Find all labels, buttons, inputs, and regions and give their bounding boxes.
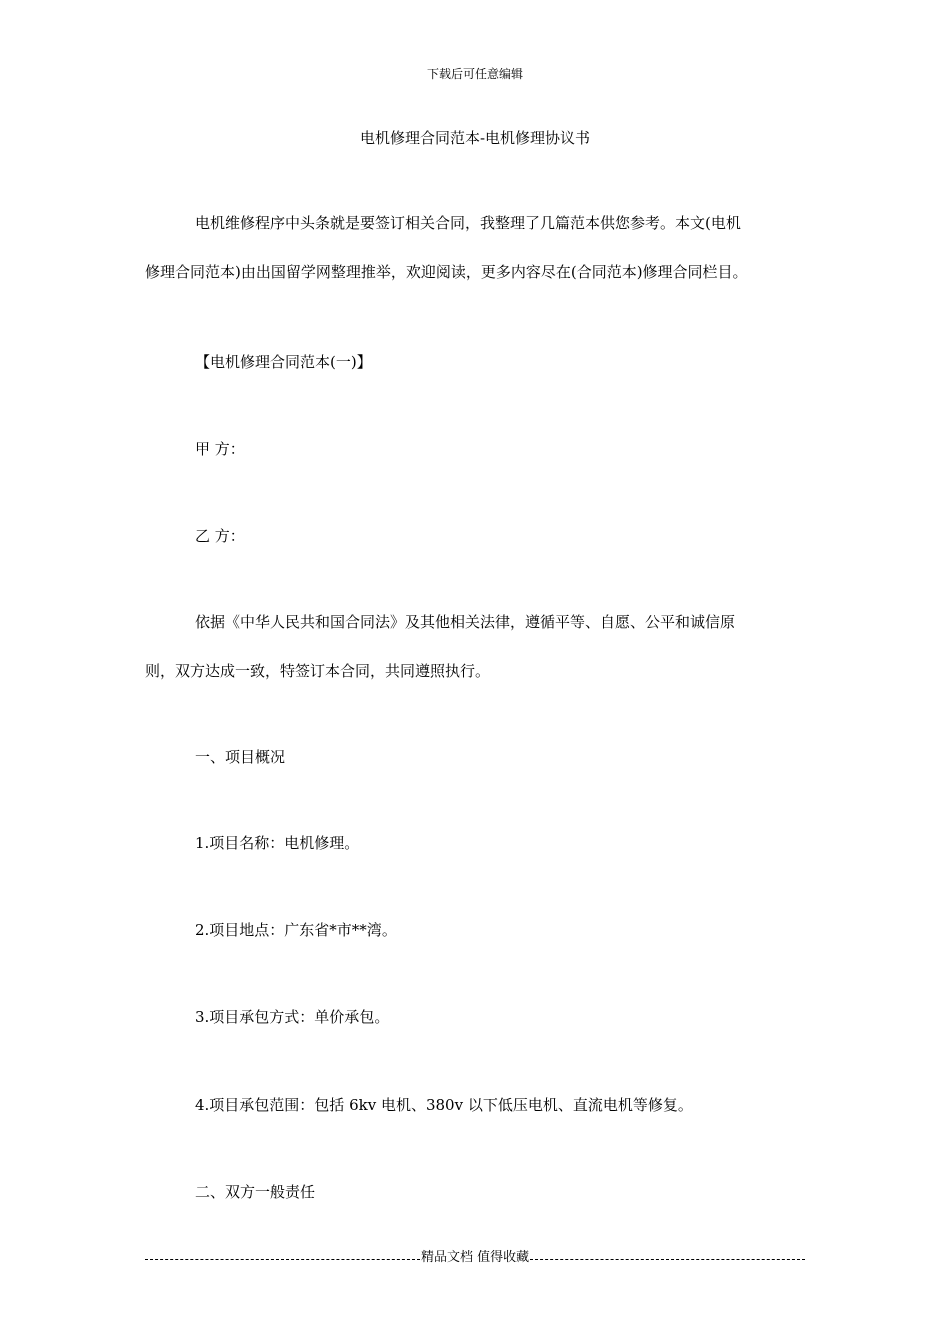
section-heading [145,352,807,372]
item-overview-heading [145,747,807,767]
page-footer [145,1249,805,1267]
footer-text: 精品文档 值得收藏 [420,1250,530,1265]
header-note: 下载后可任意编辑 [426,67,523,81]
item-4 [145,1095,807,1115]
intro-paragraph [145,213,807,282]
item-1-text: 1.项目名称：电机修理。 [195,834,360,852]
item-2-text: 2.项目地点：广东省*市**湾。 [195,921,397,939]
party-b-line [145,526,807,546]
footer-dash-left [145,1259,420,1260]
basis-line-2: 则，双方达成一致，特签订本合同，共同遵照执行。 [145,662,491,680]
item-3 [145,1007,807,1027]
item-2 [145,920,807,940]
footer-dash-right [530,1259,805,1260]
intro-line-2: 修理合同范本)由出国留学网整理推举，欢迎阅读，更多内容尽在(合同范本)修理合同栏目。 [145,263,748,281]
document-title: 电机修理合同范本-电机修理协议书 [359,129,591,147]
party-a-line [145,439,807,459]
party-a-label: 甲 方： [195,440,245,458]
item-1 [145,833,807,853]
section-heading-text: 【电机修理合同范本(一)】 [195,353,372,371]
party-b-label: 乙 方： [195,527,245,545]
intro-line-1: 电机维修程序中头条就是要签订相关合同，我整理了几篇范本供您参考。本文(电机 [195,214,741,232]
item-general-heading [145,1182,807,1202]
basis-line-1: 依据《中华人民共和国合同法》及其他相关法律，遵循平等、自愿、公平和诚信原 [195,613,736,631]
item-overview-text: 一、项目概况 [195,748,286,766]
item-4-text: 4.项目承包范围：包括 6kv 电机、380v 以下低压电机、直流电机等修复。 [195,1096,693,1114]
item-general-text: 二、双方一般责任 [195,1183,316,1201]
basis-paragraph [145,612,807,681]
item-3-text: 3.项目承包方式：单价承包。 [195,1008,390,1026]
